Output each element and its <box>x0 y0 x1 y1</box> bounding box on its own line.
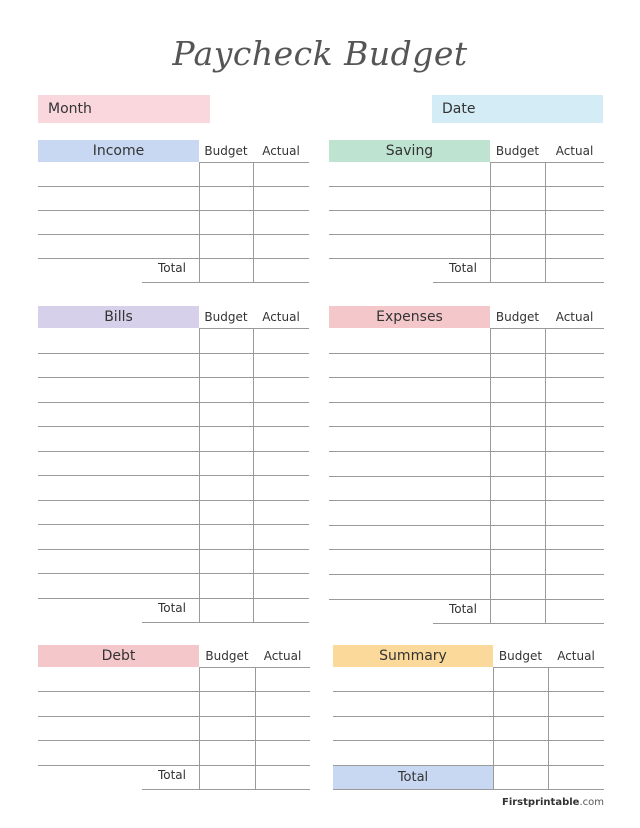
saving-header: Saving <box>329 140 490 162</box>
expenses-section <box>329 306 604 625</box>
saving-section <box>329 140 604 284</box>
date-label: Date <box>442 101 476 117</box>
debt-row-line <box>142 789 310 790</box>
table-row[interactable] <box>38 549 309 574</box>
table-row[interactable] <box>329 451 604 476</box>
table-row[interactable] <box>329 525 604 550</box>
table-row[interactable] <box>38 186 309 210</box>
income-total-label: Total <box>157 261 186 275</box>
footer-brand-name: Firstprintable <box>501 797 580 808</box>
table-row[interactable] <box>38 162 309 186</box>
debt-row-line <box>38 765 310 766</box>
table-row[interactable] <box>38 740 310 764</box>
income-row-line <box>38 258 309 259</box>
footer-brand <box>502 797 604 808</box>
debt-budget-column-header: Budget <box>205 649 249 663</box>
bills-actual-column-header: Actual <box>262 310 300 324</box>
table-row[interactable] <box>38 524 309 549</box>
debt-section <box>38 645 310 791</box>
table-row[interactable] <box>329 500 604 525</box>
table-row[interactable] <box>329 476 604 501</box>
table-row[interactable] <box>329 402 604 427</box>
table-row[interactable] <box>38 328 309 353</box>
debt-total-label: Total <box>157 767 186 782</box>
summary-row-line <box>333 789 604 790</box>
debt-header: Debt <box>38 645 199 667</box>
table-row[interactable] <box>38 234 309 258</box>
expenses-budget-divider <box>490 328 491 623</box>
income-section <box>38 140 309 284</box>
income-budget-divider <box>199 162 200 282</box>
summary-budget-divider <box>493 667 494 789</box>
table-row[interactable] <box>329 234 604 258</box>
table-row[interactable] <box>38 691 310 715</box>
table-row[interactable] <box>38 716 310 740</box>
bills-header: Bills <box>38 306 199 328</box>
table-row[interactable] <box>38 426 309 451</box>
table-row[interactable] <box>329 162 604 186</box>
bills-budget-column-header: Budget <box>204 310 248 324</box>
table-row[interactable] <box>333 667 604 691</box>
debt-actual-column-header: Actual <box>263 649 302 663</box>
debt-budget-divider <box>199 667 200 789</box>
income-row-line <box>142 282 309 283</box>
summary-header: Summary <box>333 645 493 667</box>
table-row[interactable] <box>329 549 604 574</box>
bills-budget-divider <box>199 328 200 622</box>
date-field[interactable] <box>432 95 603 123</box>
table-row[interactable] <box>329 353 604 378</box>
saving-actual-divider <box>545 162 546 282</box>
month-field[interactable] <box>38 95 210 123</box>
expenses-header: Expenses <box>329 306 490 328</box>
income-budget-column-header: Budget <box>204 144 248 158</box>
table-row[interactable] <box>38 573 309 598</box>
saving-row-line <box>329 258 604 259</box>
saving-row-line <box>433 282 604 283</box>
table-row[interactable] <box>38 353 309 378</box>
table-row[interactable] <box>38 667 310 691</box>
bills-total-label: Total <box>157 600 186 615</box>
table-row[interactable] <box>38 402 309 427</box>
table-row[interactable] <box>329 377 604 402</box>
saving-actual-column-header: Actual <box>555 144 594 158</box>
table-row[interactable] <box>333 716 604 740</box>
expenses-budget-column-header: Budget <box>495 310 540 324</box>
summary-actual-divider <box>548 667 549 789</box>
summary-actual-column-header: Actual <box>557 649 595 663</box>
income-actual-column-header: Actual <box>262 144 300 158</box>
expenses-row-line <box>329 599 604 600</box>
table-row[interactable] <box>38 500 309 525</box>
month-label: Month <box>48 101 92 117</box>
table-row[interactable] <box>333 691 604 715</box>
summary-section <box>333 645 604 791</box>
table-row[interactable] <box>333 740 604 764</box>
table-row[interactable] <box>329 574 604 599</box>
table-row[interactable] <box>38 451 309 476</box>
summary-total-label: Total <box>333 766 493 789</box>
bills-row-line <box>142 622 309 623</box>
saving-budget-divider <box>490 162 491 282</box>
income-header: Income <box>38 140 199 162</box>
table-row[interactable] <box>329 426 604 451</box>
table-row[interactable] <box>38 475 309 500</box>
table-row[interactable] <box>38 210 309 234</box>
expenses-row-line <box>433 623 604 624</box>
bills-row-line <box>38 598 309 599</box>
page-title: Paycheck Budget <box>172 34 468 73</box>
income-actual-divider <box>253 162 254 282</box>
saving-total-label: Total <box>448 261 477 275</box>
footer-brand-suffix: .com <box>579 797 604 808</box>
table-row[interactable] <box>329 210 604 234</box>
saving-budget-column-header: Budget <box>495 144 540 158</box>
bills-section <box>38 306 309 624</box>
table-row[interactable] <box>38 377 309 402</box>
debt-actual-divider <box>255 667 256 789</box>
expenses-total-label: Total <box>448 601 477 616</box>
table-row[interactable] <box>329 186 604 210</box>
summary-budget-column-header: Budget <box>498 649 543 663</box>
table-row[interactable] <box>329 328 604 353</box>
expenses-actual-divider <box>545 328 546 623</box>
bills-actual-divider <box>253 328 254 622</box>
expenses-actual-column-header: Actual <box>555 310 594 324</box>
